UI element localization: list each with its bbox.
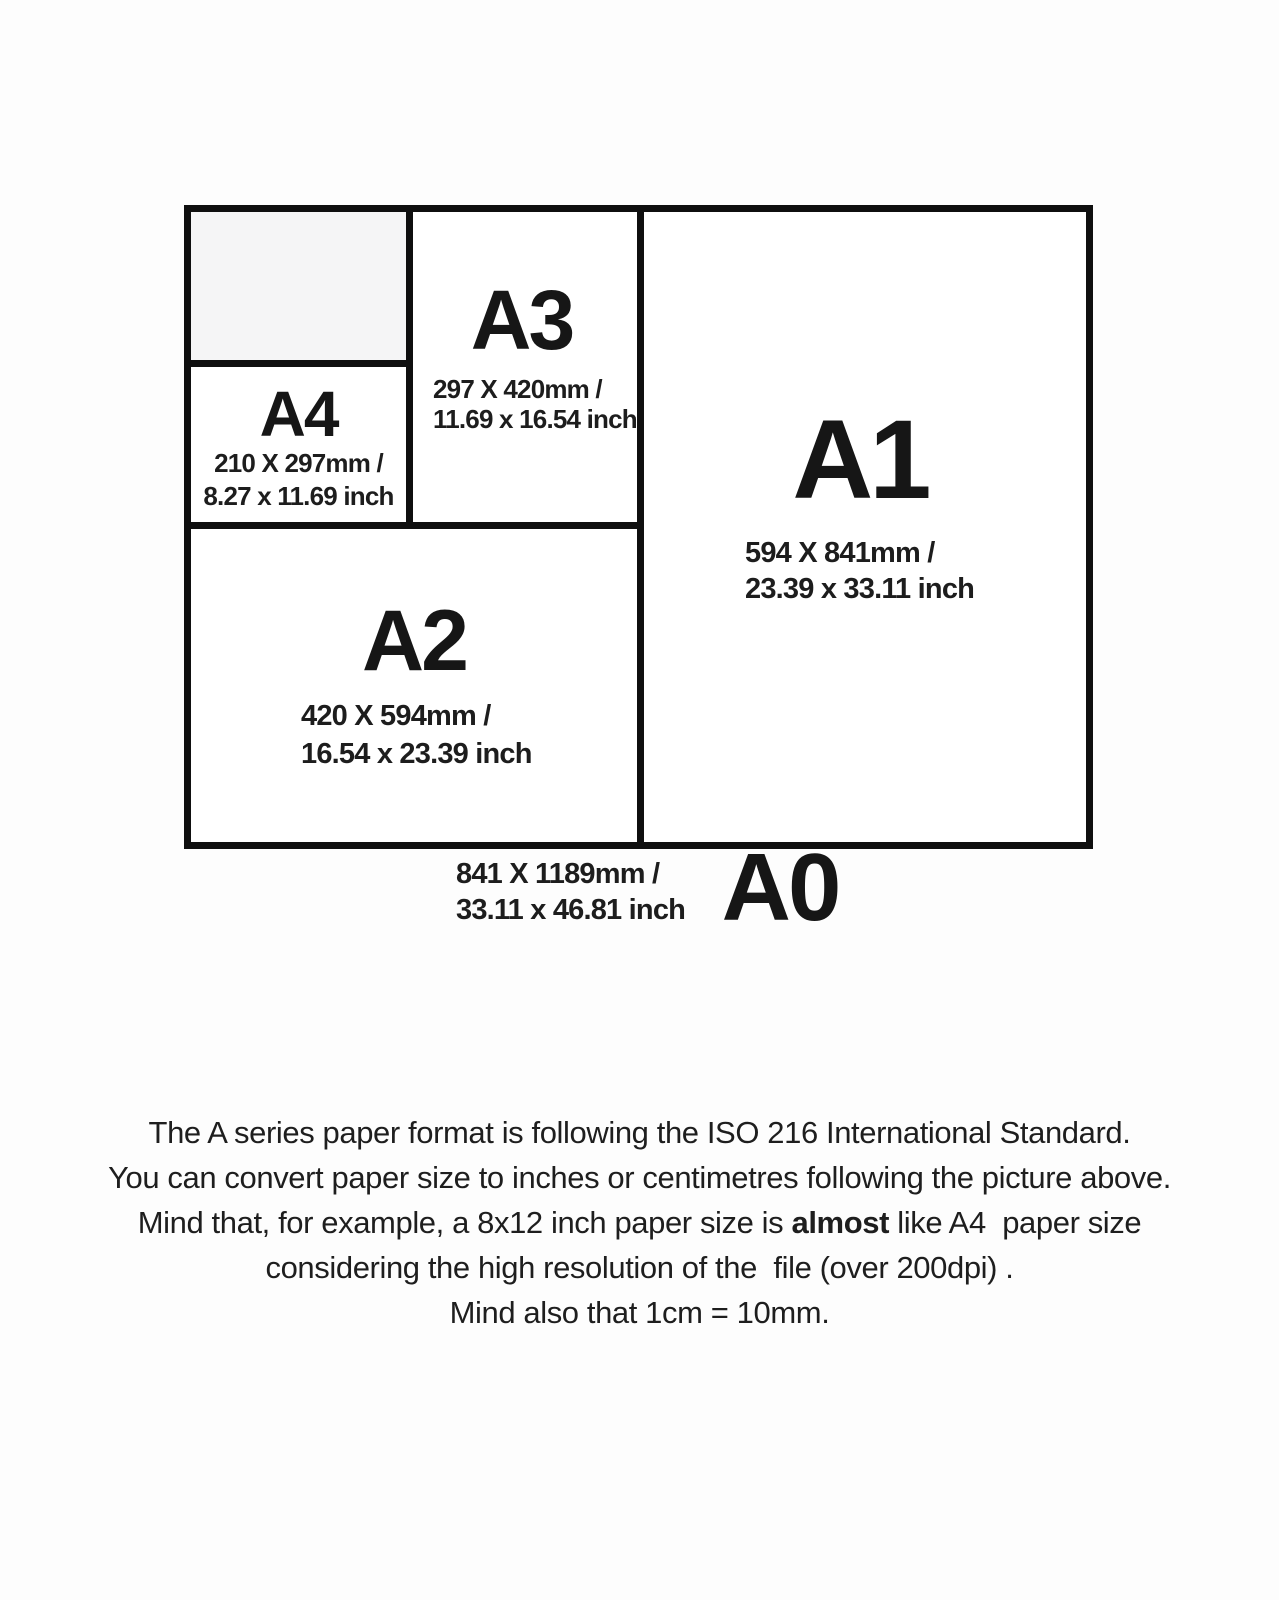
a1-label: A1 [792,397,928,522]
a0-dimension-mm: 841 X 1189mm / [456,858,660,890]
divider-a5-a4 [191,360,406,367]
a1-dimension-inch: 23.39 x 33.11 inch [745,573,975,605]
description-line-4: considering the high resolution of the file (over 200dpi) . [265,1250,1014,1285]
a5-blank-panel [191,212,406,360]
a2-label: A2 [362,593,466,689]
divider-a4-a3 [406,212,413,529]
divider-left-a1 [637,212,644,842]
a4-label: A4 [259,378,338,450]
a4-dimension-mm: 210 X 297mm / [214,448,383,478]
a0-label: A0 [721,834,839,941]
a1-dimensions [745,535,974,607]
a4-dimension-inch: 8.27 x 11.69 inch [203,481,394,511]
divider-top-a2 [191,522,637,529]
description-line-3 [0,1200,1279,1245]
a2-dimension-inch: 16.54 x 23.39 inch [301,738,532,770]
description-line-5: Mind also that 1cm = 10mm. [449,1295,830,1330]
description-line-3-pre: Mind that, for example, a 8x12 inch paper size is [137,1205,792,1240]
a3-dimensions [433,374,637,434]
description-line-2: You can convert paper size to inches or centimetres following the picture above. [108,1160,1171,1195]
description-line-1: The A series paper format is following the ISO 216 International Standard. [148,1115,1131,1150]
a3-label: A3 [470,273,573,367]
description-line-3-bold: almost [791,1205,890,1240]
a0-dimensions [456,856,685,928]
a3-dimension-mm: 297 X 420mm / [433,374,602,404]
a4-dimensions [191,447,406,513]
a1-dimension-mm: 594 X 841mm / [745,537,935,569]
description-line-3-post: like A4 paper size [889,1205,1142,1240]
a0-dimension-inch: 33.11 x 46.81 inch [456,894,686,926]
a3-dimension-inch: 11.69 x 16.54 inch [433,404,637,434]
a2-dimension-mm: 420 X 594mm / [301,700,491,732]
a2-dimensions [301,697,532,773]
description-paragraph [0,1110,1279,1335]
